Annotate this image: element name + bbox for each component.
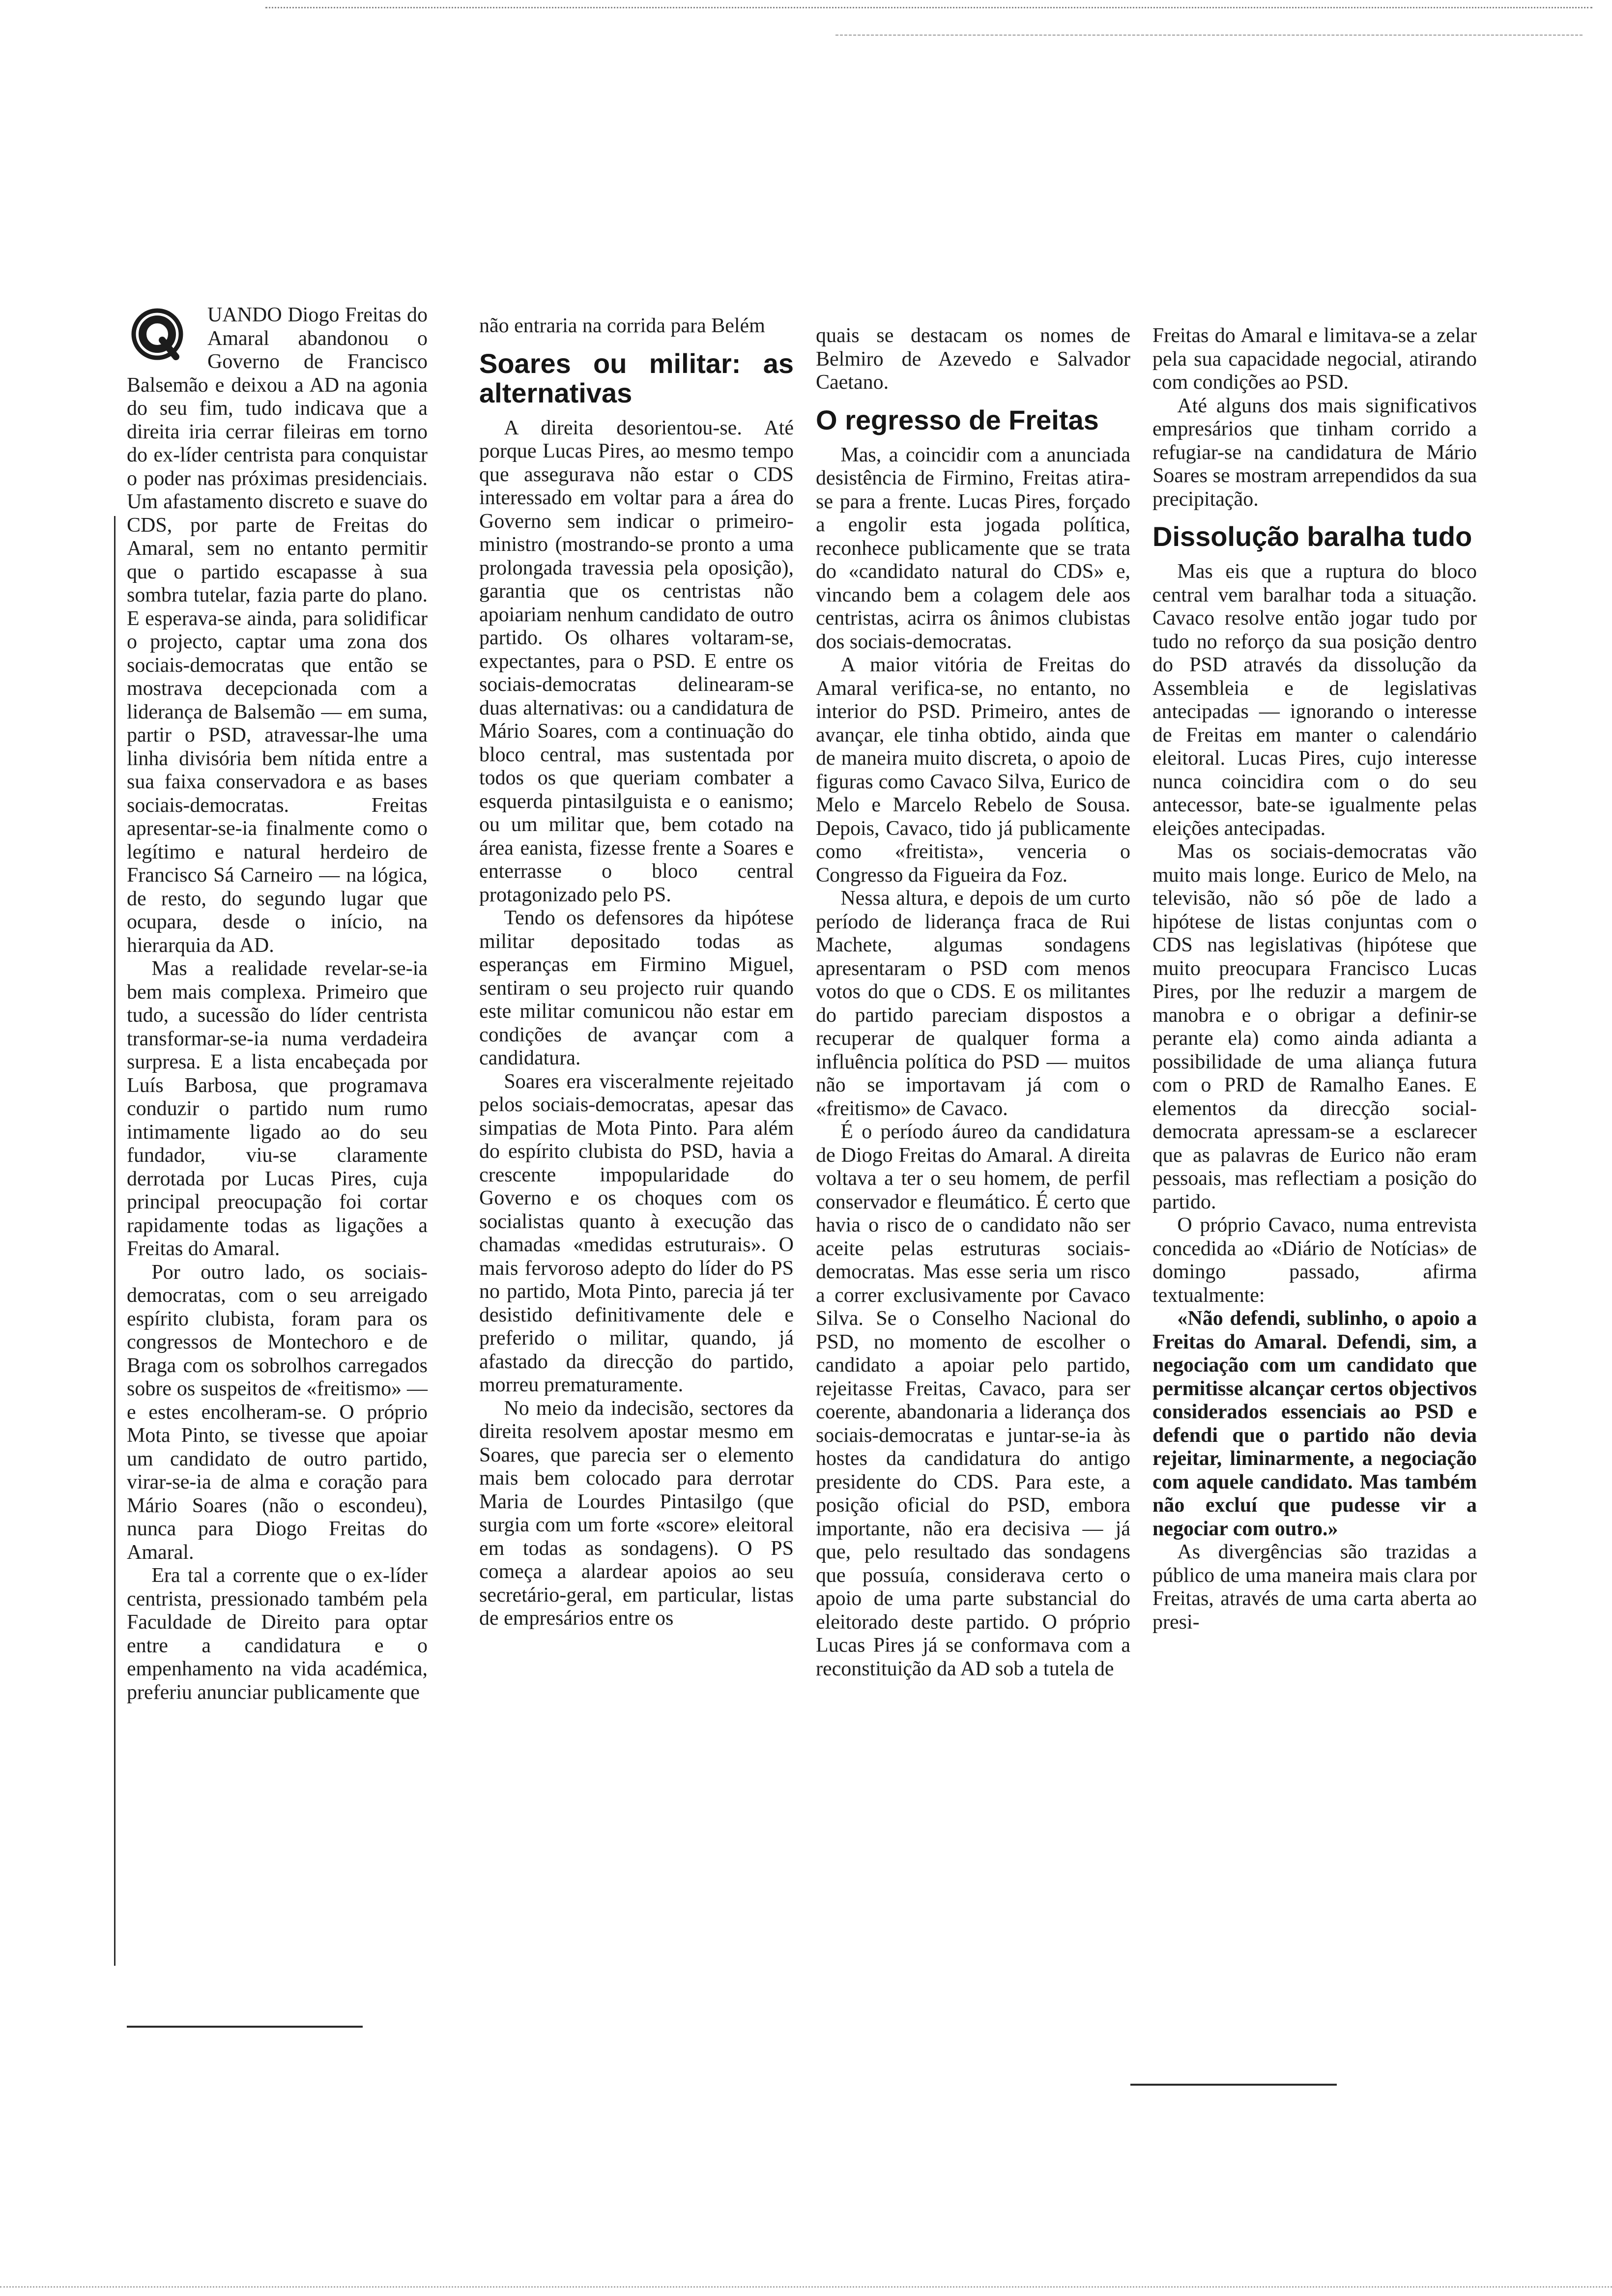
body-paragraph: O próprio Cavaco, numa entrevista concedida ao «Diário de Notícias» de domingo passado, afirma textualmente: (1152, 1214, 1477, 1307)
magnifier-drop-cap-icon (127, 306, 201, 365)
scan-artifact-top (265, 7, 1592, 8)
body-paragraph: No meio da indecisão, sectores da direita resolvem apostar mesmo em Soares, que parecia ser o elemento mais bem colocado para derrotar Maria de Lourdes Pintasilgo (que surgia com um forte «score» eleitoral em todas as sondagens). O PS começa a alardear apoios ao seu secretário-geral, em particular, listas de empresários entre os (479, 1397, 794, 1630)
body-paragraph: Tendo os defensores da hipótese militar depositado todas as esperanças em Firmino Miguel, sentiram o seu projecto ruir quando este militar comunicou não estar em condições de avançar com a candidatura. (479, 907, 794, 1069)
column-end-rule (1130, 2084, 1337, 2086)
body-paragraph: Mas os sociais-democratas vão muito mais longe. Eurico de Melo, na televisão, não só põe de lado a hipótese de listas conjuntas com o CDS nas legislativas (hipótese que muito preocupara Francisco Lucas Pires, por lhe reduzir a margem de manobra e o obrigar a definir-se perante ela) como ainda adianta a possibilidade de uma aliança futura com o PRD de Ramalho Eanes. E elementos da direcção social-democrata apressam-se a esclarecer que as palavras de Eurico não eram pessoais, mas reflectiam a posição do partido. (1152, 840, 1477, 1213)
continuation-text: quais se destacam os nomes de Belmiro de Azevedo e Salvador Caetano. (816, 324, 1130, 394)
quoted-statement: «Não defendi, sublinho, o apoio a Freitas do Amaral. Defendi, sim, a negociação com um candidato que permitisse alcançar certos objectivos considerados essenciais ao PSD e defendi que o partido não devia rejeitar, liminarmente, a negociação com aquele candidato. Mas também não excluí que pudesse vir a negociar com outro.» (1152, 1307, 1477, 1540)
body-paragraph: As divergências são trazidas a público de uma maneira mais clara por Freitas, através de uma carta aberta ao presi- (1152, 1541, 1477, 1634)
body-paragraph: Era tal a corrente que o ex-líder centrista, pressionado também pela Faculdade de Direito para optar entre a candidatura e o empenhamento na vida académica, preferiu anunciar publicamente que (127, 1564, 428, 1704)
continuation-text: Freitas do Amaral e limitava-se a zelar pela sua capacidade negocial, atirando com condições ao PSD. (1152, 324, 1477, 394)
column-1 (127, 304, 428, 1704)
body-paragraph: Mas a realidade revelar-se-ia bem mais complexa. Primeiro que tudo, a sucessão do líder centrista transformar-se-ia numa verdadeira surpresa. E a lista encabeçada por Luís Barbosa, que programava conduzir o partido num rumo intimamente ligado ao do seu fundador, viu-se claramente derrotada por Lucas Pires, cuja principal preocupação foi cortar rapidamente todas as ligações a Freitas do Amaral. (127, 957, 428, 1260)
body-paragraph: A direita desorientou-se. Até porque Lucas Pires, ao mesmo tempo que assegurava não estar o CDS interessado em voltar para a área do Governo sem indicar o primeiro-ministro (mostrando-se pronto a uma prolongada travessia pela oposição), garantia que os centristas não apoiariam nenhum candidato de outro partido. Os olhares voltaram-se, expectantes, para o PSD. E entre os sociais-democratas delinearam-se duas alternativas: ou a candidatura de Mário Soares, com a continuação do bloco central, mas sustentada por todos os que queriam combater a esquerda pintasilguista e o eanismo; ou um militar que, bem cotado na área eanista, fizesse frente a Soares e enterrasse o bloco central protagonizado pelo PS. (479, 416, 794, 906)
body-paragraph: Até alguns dos mais significativos empresários que tinham corrido a refugiar-se na candidatura de Mário Soares se mostram arrependidos da sua precipitação. (1152, 394, 1477, 511)
column-3 (816, 324, 1130, 1681)
scan-artifact-bottom (0, 2286, 1612, 2288)
subheading: O regresso de Freitas (816, 404, 1099, 435)
body-paragraph: Por outro lado, os sociais-democratas, com o seu arreigado espírito clubista, foram para os congressos de Montechoro e de Braga com os sobrolhos carregados sobre os suspeitos de «freitismo» — e estes encolheram-se. O próprio Mota Pinto, se tivesse que apoiar um candidato de outro partido, virar-se-ia de alma e coração para Mário Soares (não o escondeu), nunca para Diogo Freitas do Amaral. (127, 1261, 428, 1564)
body-paragraph: Mas, a coincidir com a anunciada desistência de Firmino, Freitas atira-se para a frente. Lucas Pires, forçado a engolir esta jogada política, reconhece publicamente que se trata do «candidato natural do CDS» e, vincando bem a colagem dele aos centristas, acirra os ânimos clubistas dos sociais-democratas. (816, 443, 1130, 653)
body-paragraph: Soares era visceralmente rejeitado pelos sociais-democratas, apesar das simpatias de Mota Pinto. Para além do espírito clubista do PSD, havia a crescente impopularidade do Governo e os choques com os socialistas quanto à execução das chamadas «medidas estruturais». O mais fervoroso adepto do líder do PS no partido, Mota Pinto, parecia já ter desistido definitivamente dele e preferido o militar, quando, já afastado da direcção do partido, morreu prematuramente. (479, 1070, 794, 1396)
subheading: Soares ou militar: as alternativas (479, 347, 794, 408)
body-paragraph: Mas eis que a ruptura do bloco central vem baralhar toda a situação. Cavaco resolve então jogar tudo por tudo no reforço da sua posição dentro do PSD através da dissolução da Assembleia e de legislativas antecipadas — ignorando o interesse de Freitas em manter o calendário eleitoral. Lucas Pires, cujo interesse nunca coincidira com o do seu antecessor, bate-se igualmente pelas eleições antecipadas. (1152, 560, 1477, 840)
body-paragraph: É o período áureo da candidatura de Diogo Freitas do Amaral. A direita voltava a ter o seu homem, de perfil conservador e fleumático. É certo que havia o risco de o candidato não ser aceite pelas estruturas sociais-democratas. Mas esse seria um risco a correr exclusivamente por Cavaco Silva. Se o Conselho Nacional do PSD, no momento de escolher o candidato a apoiar pelo partido, rejeitasse Freitas, Cavaco, para ser coerente, abandonaria a liderança dos sociais-democratas e juntar-se-ia às hostes da candidatura do antigo presidente do CDS. Para este, a posição oficial do PSD, embora importante, não era decisiva — já que, pelo resultado das sondagens que possuía, considerava certo o apoio de uma parte substancial do eleitorado deste partido. O próprio Lucas Pires já se conformava com a reconstituição da AD sob a tutela de (816, 1120, 1130, 1680)
column-2 (479, 315, 794, 1631)
subheading: Dissolução baralha tudo (1152, 521, 1472, 552)
lead-paragraph: UANDO Diogo Freitas do Amaral abandonou o Governo de Francisco Balsemão e deixou a AD na agonia do seu fim, tudo indicava que a direita iria cerrar fileiras em torno do ex-líder centrista para conquistar o poder nas próximas presidenciais. Um afastamento discreto e suave do CDS, por parte de Freitas do Amaral, sem no entanto permitir que o partido escapasse à sua sombra tutelar, fazia parte do plano. E esperava-se ainda, para solidificar o projecto, captar uma zona dos sociais-democratas que então se mostrava decepcionada com a liderança de Balsemão — em suma, partir o PSD, atravessar-lhe uma linha divisória bem nítida entre a sua faixa conservadora e as bases sociais-democratas. Freitas apresentar-se-ia finalmente como o legítimo e natural herdeiro de Francisco Sá Carneiro — na lógica, de resto, do segundo lugar que ocupara, desde o início, na hierarquia da AD. (127, 304, 428, 957)
column-4 (1152, 324, 1477, 1634)
body-paragraph: Nessa altura, e depois de um curto período de liderança fraca de Rui Machete, algumas sondagens apresentaram o PSD com menos votos do que o CDS. E os militantes do partido pareciam dispostos a recuperar de qualquer forma a influência política do PSD — muitos não se importavam já com o «freitismo» de Cavaco. (816, 887, 1130, 1120)
column-divider (114, 516, 115, 1966)
body-paragraph: A maior vitória de Freitas do Amaral verifica-se, no entanto, no interior do PSD. Primeiro, antes de avançar, ele tinha obtido, ainda que de maneira muito discreta, o apoio de figuras como Cavaco Silva, Eurico de Melo e Marcelo Rebelo de Sousa. Depois, Cavaco, tido já publicamente como «freitista», venceria o Congresso da Figueira da Foz. (816, 654, 1130, 887)
scan-artifact-top-2 (835, 34, 1583, 36)
continuation-text: não entraria na corrida para Belém (479, 315, 765, 337)
column-end-rule (127, 2026, 363, 2028)
